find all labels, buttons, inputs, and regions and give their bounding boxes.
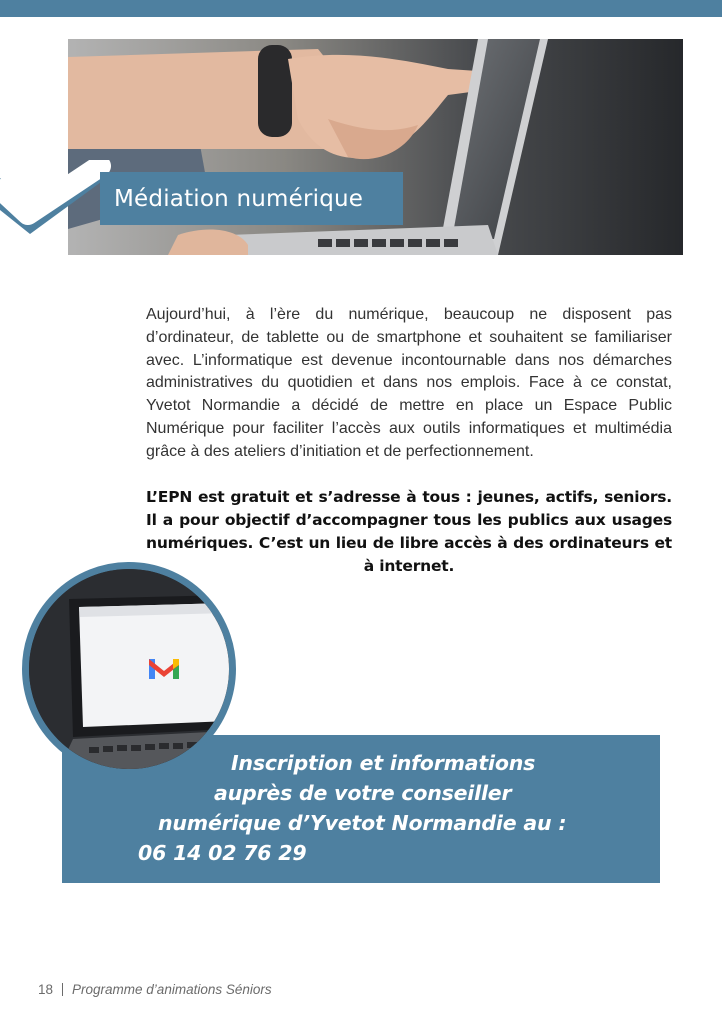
footer xyxy=(38,982,272,997)
check-mark-icon xyxy=(0,160,112,234)
laptop-gmail-illustration xyxy=(29,569,229,769)
epn-paragraph: L’EPN est gratuit et s’adresse à tous : jeunes, actifs, seniors. Il a pour objectif d’accompagner tous les publics aux usages numériques. C’est un lieu de libre accès à des ordinateurs et à internet. xyxy=(146,488,672,575)
page-title: Médiation numérique xyxy=(114,185,364,212)
page-number: 18 xyxy=(38,982,54,997)
title-banner xyxy=(100,172,403,225)
info-line-2: auprès de votre conseiller xyxy=(214,781,512,805)
info-line-3: numérique d’Yvetot Normandie au : xyxy=(158,811,567,835)
intro-paragraph: Aujourd’hui, à l’ère du numérique, beaucoup ne disposent pas d’ordinateur, de tablette ou de smartphone et souhaitent se familiariser avec. L’informatique est devenue incontournable dans nos démarches administratives du quotidien et dans nos emplois. Face à ce constat, Yvetot Normandie a décidé de mettre en place un Espace Public Numérique pour faciliter l’accès aux outils informatiques et multimédia grâce à des ateliers d’initiation et de perfectionnement. xyxy=(146,306,672,460)
top-accent-bar xyxy=(0,0,722,17)
info-line-1: Inscription et informations xyxy=(231,751,536,775)
footer-separator xyxy=(62,983,63,996)
phone-number: 06 14 02 76 29 xyxy=(138,841,307,865)
circle-photo xyxy=(22,562,236,776)
footer-label: Programme d’animations Séniors xyxy=(72,982,272,997)
